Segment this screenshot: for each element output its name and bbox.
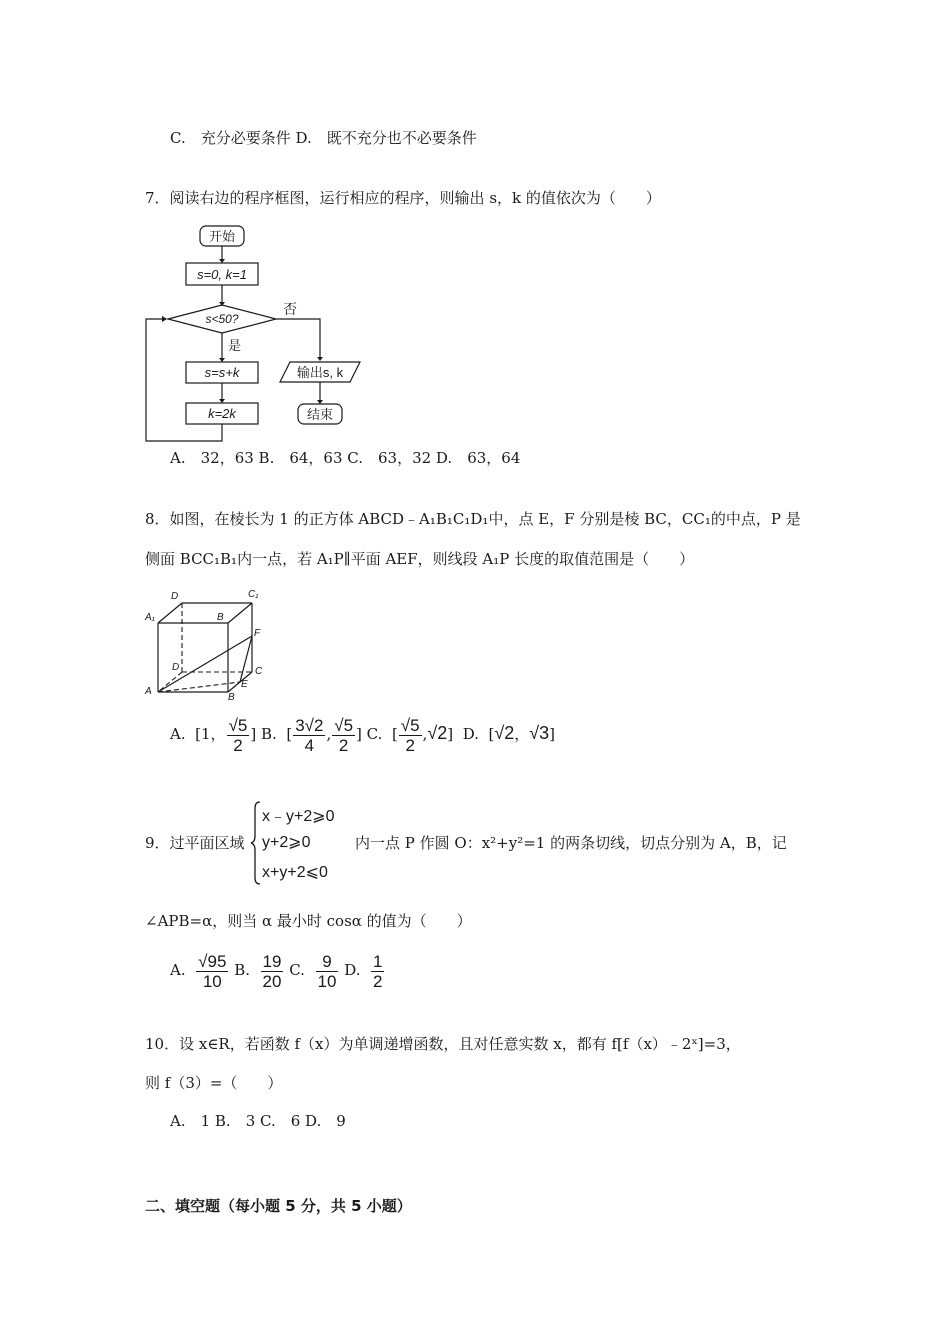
flow-no-label: 否 <box>283 301 297 317</box>
q6-options: C. 充分必要条件 D. 既不充分也不必要条件 <box>170 129 477 147</box>
flow-init-text: s=0, k=1 <box>197 267 247 282</box>
q9-stem-line2: ∠APB=α，则当 α 最小时 cosα 的值为（ ） <box>145 912 472 930</box>
q10-stem-line1: 10．设 x∈R，若函数 f（x）为单调递增函数，且对任意实数 x，都有 f[f（x）﹣2ˣ]=3， <box>145 1035 741 1053</box>
q10-stem-line2: 则 f（3）=（ ） <box>145 1074 283 1092</box>
q7-options: A. 32，63 B. 64，63 C. 63，32 D. 63，64 <box>170 449 521 467</box>
flow-output-text: 输出s, k <box>296 365 344 380</box>
q9-system-row-2: y+2⩾0 <box>262 834 311 851</box>
flow-step2-text: k=2k <box>208 406 236 421</box>
q8-stem-line1: 8．如图，在棱长为 1 的正方体 ABCD﹣A₁B₁C₁D₁中，点 E，F 分别是棱 BC，CC₁的中点，P 是 <box>145 510 801 528</box>
cube-label-c1: C₁ <box>248 589 259 600</box>
section-2-title: 二、填空题（每小题 5 分，共 5 小题） <box>145 1197 412 1215</box>
q9-system-row-3: x+y+2⩽0 <box>262 864 328 881</box>
q8-option-d: D. [√2，√3] <box>462 723 556 743</box>
q7-stem: 7．阅读右边的程序框图，运行相应的程序，则输出 s，k 的值依次为（ ） <box>145 189 661 207</box>
flow-step1-text: s=s+k <box>204 365 240 380</box>
q8-option-c: C. [ $\frac{√5}{2}$ ,√2] <box>366 715 454 755</box>
q8-option-b: B. [ $\frac{3√2}{4}$ , $\frac{√5}{2}$ ] <box>261 715 362 755</box>
q8-stem-line2: 侧面 BCC₁B₁内一点，若 A₁P∥平面 AEF，则线段 A₁P 长度的取值范围是（ ） <box>145 550 695 568</box>
cube-label-b1: B <box>217 612 224 623</box>
cube-label-d1: D <box>171 591 179 602</box>
q8-cube-figure <box>140 586 275 702</box>
q9-options <box>170 948 385 992</box>
q9-option-c: C. $\frac{9}{10}$ <box>289 951 337 991</box>
q9-option-a: A. $\frac{√95}{10}$ <box>170 951 227 991</box>
cube-label-c: C <box>255 666 263 677</box>
q7-flowchart <box>140 222 370 446</box>
cube-label-f: F <box>254 628 261 639</box>
cube-label-b: B <box>228 692 235 702</box>
cube-label-a: A <box>145 686 152 697</box>
cube-label-d: D <box>172 662 180 673</box>
flow-condition-text: s<50? <box>205 312 239 326</box>
cube-label-a1: A₁ <box>145 612 155 623</box>
q9-option-b: B. $\frac{19}{20}$ <box>234 951 282 991</box>
q8-option-a: A. [1， $\frac{√5}{2}$ ] <box>170 715 257 755</box>
q9-option-d: D. $\frac{1}{2}$ <box>344 951 383 991</box>
flow-end-text: 结束 <box>306 407 334 422</box>
flow-start-text: 开始 <box>208 229 236 244</box>
cube-label-e: E <box>241 679 248 690</box>
q8-options <box>170 711 555 756</box>
flow-yes-label: 是 <box>228 338 242 353</box>
q9-system-brace <box>250 800 262 886</box>
q9-system-row-1: x﹣y+2⩾0 <box>262 808 335 825</box>
q9-lead: 9．过平面区域 <box>145 834 245 852</box>
q10-options: A. 1 B. 3 C. 6 D. 9 <box>170 1112 346 1130</box>
q9-stem-rest: 内一点 P 作圆 O：x²+y²=1 的两条切线，切点分别为 A，B，记 <box>355 834 787 852</box>
